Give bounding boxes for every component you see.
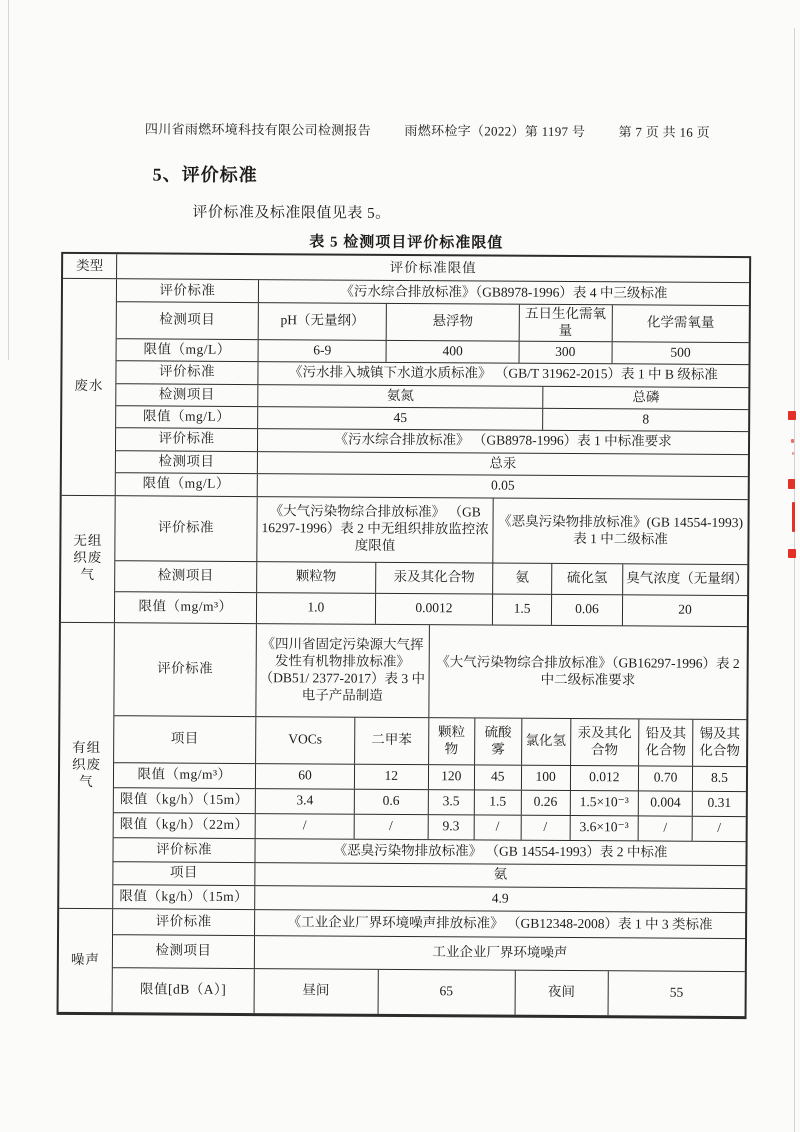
page-number: 第 7 页 共 16 页	[618, 124, 710, 140]
row-label: 评价标准	[117, 279, 259, 302]
value-cell: 3.4	[296, 792, 314, 808]
value-cell: 1.5×10⁻³	[569, 791, 638, 815]
value-cell: /	[302, 817, 307, 833]
value-cell: 0.012	[570, 766, 639, 790]
value-cell: 0.004	[638, 791, 692, 815]
row-values	[258, 407, 748, 431]
value-cell: 65	[377, 970, 514, 1015]
value-cell: 总汞	[489, 455, 517, 471]
section-rows	[113, 909, 746, 1016]
value-cell: 0.05	[490, 477, 515, 493]
value-cell: pH（无量纲）	[280, 312, 365, 329]
table-section-organized-exhaust	[59, 622, 747, 912]
row-values	[258, 452, 748, 476]
table-row	[113, 884, 745, 912]
red-scan-mark	[788, 549, 796, 558]
type-label: 有组 织废 气	[59, 623, 115, 908]
row-values	[255, 886, 745, 912]
table-row	[113, 934, 745, 971]
row-label: 评价标准	[113, 909, 255, 935]
row-values	[258, 474, 748, 499]
row-values	[256, 717, 746, 766]
value-cell: 《大气污染物综合排放标准》（GB16297-1996）表 2 中二级标准要求	[428, 625, 747, 719]
table-row	[113, 909, 745, 938]
value-cell: 总磷	[542, 387, 748, 409]
row-values	[255, 969, 745, 1016]
value-cell: 夜间	[514, 970, 607, 1015]
table-row	[114, 762, 746, 791]
row-values	[255, 863, 745, 888]
row-label: 检测项目	[113, 935, 255, 968]
value-cell: 120	[427, 765, 474, 789]
row-label: 检测项目	[117, 302, 259, 339]
table-row	[114, 787, 746, 816]
value-cell: 氨	[493, 866, 508, 882]
row-label: 项目	[113, 862, 255, 885]
value-cell: 《四川省固定污染源大气挥发性有机物排放标准》（DB51/ 2377-2017）表 3 中电子产品制造	[259, 636, 426, 703]
row-label: 限值（mg/L）	[116, 473, 258, 496]
value-cell: 20	[622, 595, 747, 626]
value-cell: 颗粒物	[295, 568, 337, 584]
value-cell: 1.5	[492, 594, 551, 624]
value-cell: 0.31	[692, 792, 746, 816]
value-cell: /	[638, 816, 692, 840]
table-header-row	[63, 254, 749, 282]
value-cell: 氯化氢	[521, 718, 570, 764]
row-values	[255, 936, 745, 971]
table-section-noise	[59, 908, 746, 1016]
row-values	[258, 385, 748, 409]
row-label: 限值（kg/h）（15m）	[113, 885, 255, 909]
value-cell: /	[474, 815, 521, 839]
value-cell: 汞及其化合物	[570, 719, 639, 765]
section-title: 5、评价标准	[152, 164, 258, 186]
value-cell: 45	[474, 765, 521, 789]
value-cell: 60	[298, 767, 312, 783]
value-cell: VOCs	[288, 731, 323, 747]
value-cell: 1.0	[307, 599, 325, 615]
table-title: 表 5 检测项目评价标准限值	[309, 234, 504, 252]
value-cell: 《工业企业厂界环境噪声排放标准》 （GB12348-2008）表 1 中 3 类标准	[287, 914, 713, 932]
value-cell: 3.6×10⁻³	[569, 816, 638, 840]
value-cell: 悬浮物	[386, 304, 519, 341]
value-cell: 臭气浓度（无量纲）	[622, 564, 747, 595]
company-name: 四川省雨燃环境科技有限公司检测报告	[144, 121, 372, 138]
value-cell: 1.5	[474, 790, 521, 814]
section-rows	[115, 496, 748, 626]
value-cell: 100	[521, 765, 570, 789]
value-cell: 《污水综合排放标准》 （GB8978-1996）表 1 中标准要求	[334, 431, 672, 449]
value-cell: /	[354, 814, 428, 838]
row-label: 评价标准	[115, 496, 257, 561]
value-cell: 300	[518, 341, 611, 363]
type-label: 废水	[62, 279, 117, 495]
table-row	[114, 623, 747, 719]
row-label: 评价标准	[113, 838, 255, 862]
red-scan-mark	[788, 479, 795, 489]
row-values	[259, 303, 749, 342]
table-row	[115, 496, 747, 564]
value-cell: 锡及其化合物	[692, 720, 746, 766]
value-cell: 颗粒物	[428, 718, 475, 764]
value-cell: 0.06	[551, 595, 622, 625]
table-row	[113, 967, 745, 1016]
red-scan-mark	[792, 452, 794, 455]
value-cell: 氨	[492, 563, 551, 593]
scan-edge-line-left	[8, 0, 9, 360]
row-values	[257, 497, 747, 564]
value-cell: 500	[611, 342, 748, 364]
page-content	[1, 0, 800, 1001]
table-row	[116, 472, 748, 499]
table-section-fugitive-exhaust	[61, 495, 748, 626]
value-cell: 五日生化需氧量	[518, 305, 611, 341]
row-label: 项目	[114, 716, 256, 763]
red-scan-mark	[791, 439, 794, 443]
value-cell: 0.0012	[375, 594, 493, 625]
scan-edge-line-right	[794, 28, 795, 1132]
value-cell: 45	[393, 409, 408, 425]
value-cell: 6-9	[313, 342, 332, 358]
value-cell: 《污水排入城镇下水道水质标准》 （GB/T 31962-2015）表 1 中 B 级标准	[289, 364, 718, 383]
row-label: 评价标准	[114, 623, 257, 716]
row-label: 检测项目	[116, 451, 258, 473]
table-row	[114, 812, 746, 841]
value-cell: 工业企业厂界环境噪声	[432, 944, 568, 961]
row-values	[257, 562, 747, 595]
row-values	[258, 362, 748, 387]
value-cell: /	[692, 817, 746, 841]
row-label: 评价标准	[116, 361, 258, 384]
value-cell: 9.3	[427, 815, 474, 839]
table-row	[115, 591, 747, 626]
row-values	[256, 814, 746, 841]
value-cell: 0.6	[354, 789, 428, 813]
value-cell: 3.5	[427, 790, 474, 814]
value-cell: 氨氮	[386, 387, 414, 403]
value-cell: 《污水综合排放标准》（GB8978-1996）表 4 中三级标准	[340, 283, 668, 301]
report-number: 雨燃环检字（2022）第 1197 号	[404, 122, 586, 140]
value-cell: 8.5	[692, 767, 746, 791]
section-rows	[116, 279, 749, 499]
document-header	[145, 118, 710, 140]
type-label: 无组 织废 气	[61, 496, 116, 622]
value-cell: 汞及其化合物	[375, 563, 493, 594]
type-label: 噪声	[59, 909, 114, 1012]
value-cell: 硫酸雾	[474, 718, 521, 764]
value-cell: 0.70	[638, 766, 692, 790]
row-values	[257, 593, 747, 626]
row-values	[256, 764, 746, 791]
intro-text: 评价标准及标准限值见表 5。	[192, 204, 391, 222]
value-cell: 8	[542, 409, 748, 431]
value-cell: 化学需氧量	[611, 305, 748, 342]
value-cell: 二甲苯	[354, 717, 428, 763]
row-values	[255, 910, 745, 938]
row-values	[259, 340, 749, 364]
row-label: 检测项目	[115, 561, 257, 592]
row-label: 限值（mg/L）	[116, 406, 258, 428]
value-header-cell: 评价标准限值	[389, 259, 477, 275]
red-scan-mark	[792, 502, 795, 532]
row-label: 评价标准	[116, 428, 258, 451]
value-cell: 4.9	[491, 890, 509, 906]
value-cell: 铅及其化合物	[638, 719, 692, 765]
row-values	[258, 429, 748, 454]
value-cell: 《大气污染物综合排放标准》 （GB 16297-1996）表 2 中无组织排放监控浓度限值	[261, 503, 489, 554]
row-values	[256, 789, 746, 816]
table-row	[114, 715, 746, 766]
value-cell: 0.26	[520, 790, 569, 814]
table-sections	[59, 278, 749, 1016]
section-rows	[113, 623, 747, 912]
red-scan-mark	[788, 411, 796, 420]
value-cell: 硫化氢	[551, 564, 622, 594]
row-label: 限值（mg/m³）	[115, 592, 257, 623]
value-cell: 400	[386, 341, 518, 363]
row-values	[259, 280, 749, 305]
value-cell: 12	[354, 764, 428, 788]
table-row	[117, 301, 749, 342]
value-cell: 55	[607, 971, 744, 1016]
row-values	[256, 624, 747, 719]
row-values	[255, 839, 745, 865]
row-label: 限值[dB（A）]	[113, 968, 255, 1013]
value-cell: 《恶臭污染物排放标准》 （GB 14554-1993）表 2 中标准	[333, 842, 668, 860]
standards-table	[57, 252, 752, 1019]
row-label: 限值（mg/m³）	[114, 763, 256, 788]
corner-cell: 类型	[63, 254, 117, 278]
value-cell: 昼间	[302, 982, 330, 998]
row-label: 限值（kg/h）（22m）	[114, 813, 256, 838]
value-cell: /	[520, 815, 569, 839]
row-label: 限值（mg/L）	[117, 339, 259, 361]
row-label: 限值（kg/h）（15m）	[114, 788, 256, 813]
table-row	[115, 560, 747, 595]
value-cell: 《恶臭污染物排放标准》(GB 14554-1993) 表 1 中二级标准	[492, 498, 747, 564]
row-label: 检测项目	[116, 384, 258, 406]
table-section-wastewater	[62, 278, 749, 499]
